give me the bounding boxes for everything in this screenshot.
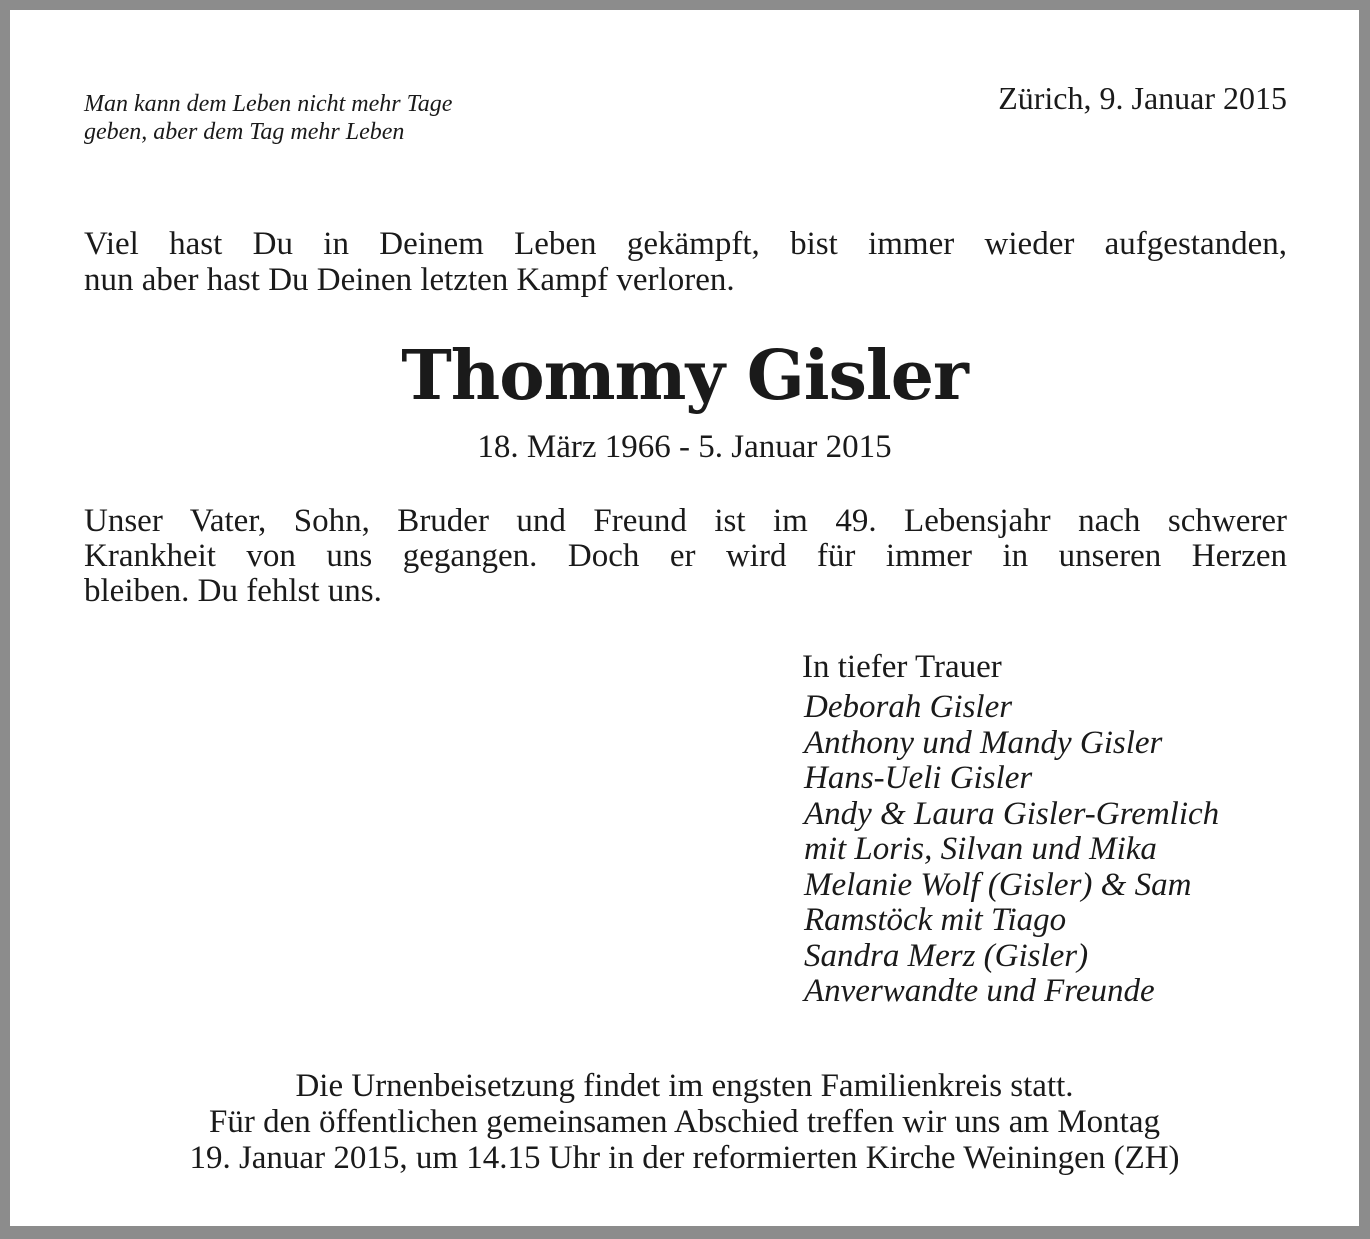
message-paragraph (84, 504, 1287, 609)
mourners-heading: In tiefer Trauer (802, 649, 1002, 685)
closing-line: 19. Januar 2015, um 14.15 Uhr in der reformierten Kirche Weiningen (ZH) (189, 1140, 1180, 1176)
message-line: Krankheit von uns gegangen. Doch er wird für immer in unseren Herzen (84, 538, 1287, 574)
message-line: bleiben. Du fehlst uns. (84, 573, 382, 609)
dateline: Zürich, 9. Januar 2015 (998, 80, 1287, 116)
mourner-name: Hans-Ueli Gisler (804, 760, 1033, 796)
motto-quote (84, 90, 452, 146)
mourner-name: Sandra Merz (Gisler) (804, 937, 1089, 974)
closing-announcement (10, 1068, 1359, 1176)
obituary-notice (10, 10, 1359, 1226)
message-line: Unser Vater, Sohn, Bruder und Freund ist im 49. Lebensjahr nach schwerer (84, 503, 1287, 539)
intro-paragraph (84, 226, 1287, 298)
mourner-name: Anthony und Mandy Gisler (804, 724, 1163, 761)
intro-line: nun aber hast Du Deinen letzten Kampf verloren. (84, 262, 735, 298)
deceased-name: Thommy Gisler (401, 336, 968, 416)
mourners-block (802, 648, 1219, 1010)
mourner-name: mit Loris, Silvan und Mika (804, 831, 1157, 867)
mourner-name: Deborah Gisler (804, 689, 1013, 725)
lifespan-dates: 18. März 1966 - 5. Januar 2015 (477, 429, 892, 465)
closing-line: Für den öffentlichen gemeinsamen Abschied treffen wir uns am Montag (209, 1104, 1160, 1140)
mourner-name: Anverwandte und Freunde (804, 973, 1155, 1009)
motto-line: geben, aber dem Tag mehr Leben (84, 119, 405, 145)
closing-line: Die Urnenbeisetzung findet im engsten Familienkreis statt. (295, 1068, 1074, 1104)
mourners-list (802, 690, 1219, 1010)
mourner-name: Melanie Wolf (Gisler) & Sam (804, 866, 1192, 903)
mourner-name: Ramstöck mit Tiago (804, 902, 1067, 938)
mourner-name: Andy & Laura Gisler-Gremlich (804, 795, 1220, 832)
intro-line: Viel hast Du in Deinem Leben gekämpft, bist immer wieder aufgestanden, (84, 226, 1287, 262)
motto-line: Man kann dem Leben nicht mehr Tage (84, 91, 453, 117)
